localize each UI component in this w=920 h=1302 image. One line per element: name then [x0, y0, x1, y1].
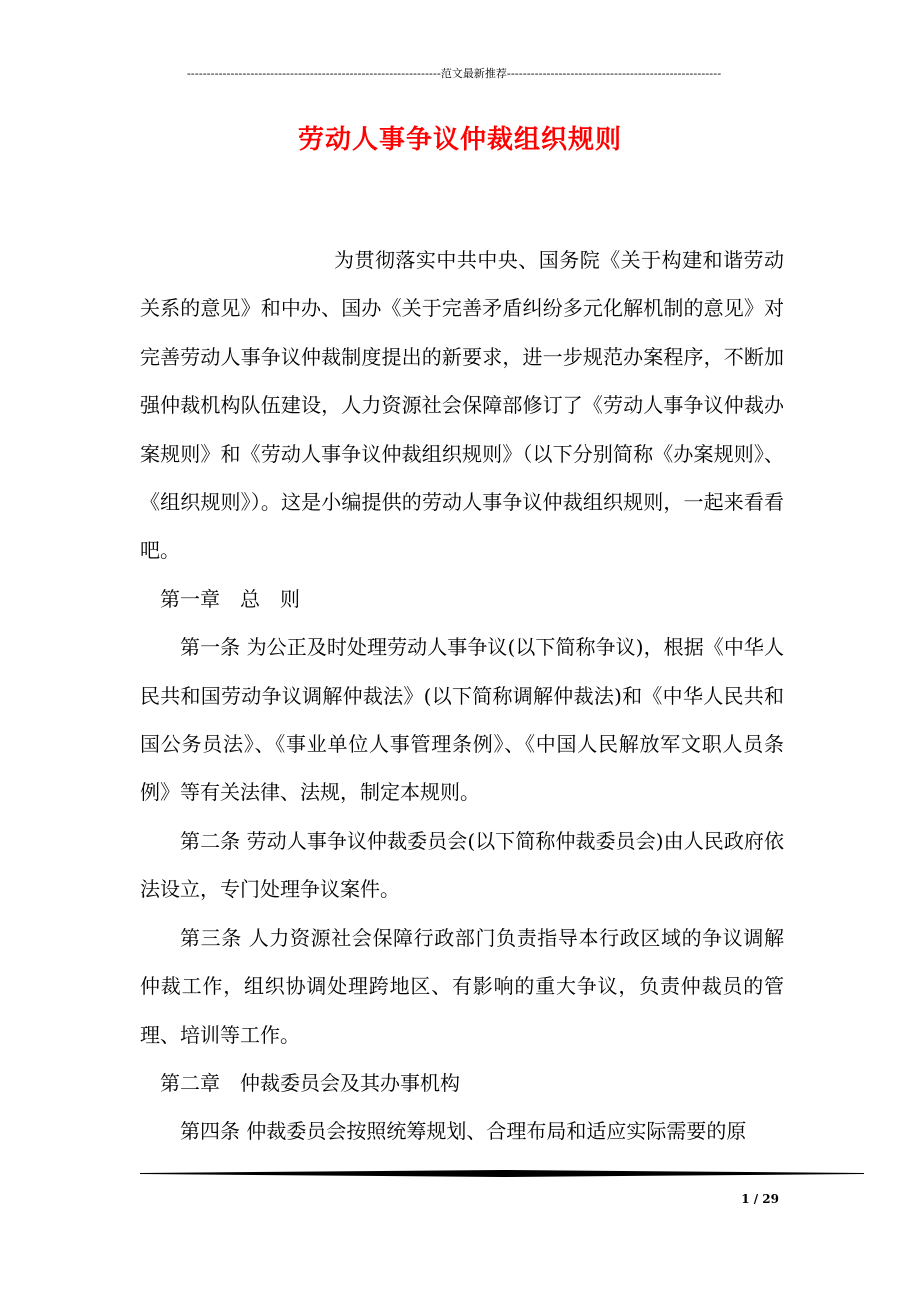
intro-paragraph: 为贯彻落实中共中央、国务院《关于构建和谐劳动关系的意见》和中办、国办《关于完善矛盾纠纷多元化解机制的意见》对完善劳动人事争议仲裁制度提出的新要求，进一步规范办案程序，不断加强仲裁机构队伍建设，人力资源社会保障部修订了《劳动人事争议仲裁办案规则》和《劳动人事争议仲裁组织规则》（以下分别简称《办案规则》、《组织规则》）。这是小编提供的劳动人事争议仲裁组织规则，一起来看看吧。 [140, 248, 784, 563]
page-header-banner: ----------------------------------------------------------------范文最新推荐------------------------------------------------------ [186, 67, 722, 80]
article-2: 第二条 劳动人事争议仲裁委员会(以下简称仲裁委员会)由人民政府依法设立，专门处理争议案件。 [140, 828, 784, 902]
page-number: 1 / 29 [741, 1192, 779, 1206]
document-body [140, 236, 784, 1156]
chapter-heading-2: 第二章 仲裁委员会及其办事机构 [160, 1070, 460, 1095]
article-4: 第四条 仲裁委员会按照统筹规划、合理布局和适应实际需要的原 [180, 1119, 747, 1144]
article-3: 第三条 人力资源社会保障行政部门负责指导本行政区域的争议调解仲裁工作，组织协调处理跨地区、有影响的重大争议，负责仲裁员的管理、培训等工作。 [140, 925, 784, 1047]
footer-divider [140, 1168, 864, 1180]
article-1: 第一条 为公正及时处理劳动人事争议(以下简称争议)，根据《中华人民共和国劳动争议调解仲裁法》(以下简称调解仲裁法)和《中华人民共和国公务员法》、《事业单位人事管理条例》、《中国人民解放军文职人员条例》等有关法律、法规，制定本规则。 [140, 635, 784, 805]
chapter-heading-1: 第一章 总 则 [160, 586, 300, 611]
document-title: 劳动人事争议仲裁组织规则 [297, 125, 622, 155]
